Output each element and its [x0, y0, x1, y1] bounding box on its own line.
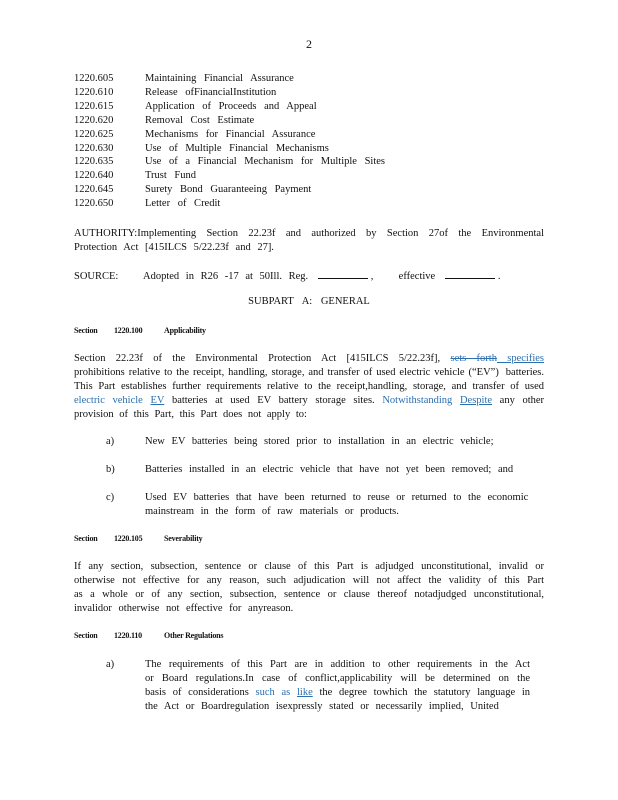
text-run: The requirements of this Part are in addition to other requirements in the Act or Board regulations.In case of conflict,applicability will be determined on the basis of considerations: [145, 659, 530, 698]
toc-section-title: Mechanisms for Financial Assurance: [145, 128, 316, 140]
inserted-text: electric vehicle: [74, 395, 143, 406]
toc-row: [74, 197, 385, 211]
authority-note: AUTHORITY:Implementing Section 22.23f and authorized by Section 27of the Environmental Protection Act [415ILCS 5/22.23f and 27].: [74, 228, 544, 253]
page-number: 2: [306, 37, 312, 51]
text-run: Section 22.23f of the Environmental Protection Act [415ILCS 5/22.23f],: [74, 353, 441, 364]
item-text: Used EV batteries that have been returned to reuse or returned to the economic mainstream in the form of raw materials or products.: [145, 492, 529, 517]
deleted-text: sets forth: [450, 353, 497, 364]
item-text: [145, 658, 530, 714]
item-letter: b): [106, 464, 115, 475]
section-title: Severability: [164, 534, 203, 543]
text-run: batteries. This Part establishes further requirements relative to the receipt,handling, storage, and transfer of used: [74, 367, 544, 392]
toc-section-number: 1220.605: [74, 73, 114, 84]
inserted-text: like: [296, 687, 313, 698]
toc-section-number: 1220.630: [74, 142, 114, 154]
toc-row: [74, 183, 385, 197]
section-label: Section: [74, 326, 98, 335]
other-regulations-item-a: [106, 658, 530, 714]
toc-section-title: Application of Proceeds and Appeal: [145, 100, 317, 112]
source-text: Adopted in R26 -17 at 50Ill. Reg.: [143, 271, 309, 282]
inserted-text: Notwithstanding: [382, 395, 453, 406]
toc-row: [74, 72, 385, 86]
applicability-item-b: [106, 463, 546, 477]
applicability-item-a: [106, 435, 546, 449]
toc-section-number: 1220.640: [74, 170, 114, 182]
toc-row: [74, 100, 385, 114]
toc-section-title: Maintaining Financial Assurance: [145, 73, 294, 84]
text-run: the degree towhich the statutory language in the Act or Boardregulation isexpressly stated or necessarily implied, United: [145, 687, 531, 712]
item-text: Batteries installed in an electric vehicle that have not yet been removed; and: [145, 464, 514, 475]
source-blank-2: [445, 268, 495, 279]
item-letter: c): [106, 492, 115, 503]
source-label: SOURCE:: [74, 271, 119, 282]
toc-section-number: 1220.620: [74, 114, 114, 126]
toc-row: [74, 155, 385, 169]
section-title: Other Regulations: [164, 631, 224, 640]
toc-section-number: 1220.645: [74, 184, 114, 196]
section-heading-applicability: [74, 326, 206, 335]
inserted-text: EV: [150, 395, 165, 406]
toc-section-number: 1220.650: [74, 198, 114, 210]
toc-section-title: Letter of Credit: [145, 198, 221, 210]
toc-section-title: Removal Cost Estimate: [145, 114, 255, 126]
toc-section-title: Use of Multiple Financial Mechanisms: [145, 142, 329, 154]
toc-section-title: Surety Bond Guaranteeing Payment: [145, 184, 312, 196]
section-heading-other-regulations: [74, 631, 223, 640]
item-letter: a): [106, 659, 115, 670]
source-note: [74, 268, 544, 284]
toc-row: [74, 114, 385, 128]
source-end: .: [497, 271, 501, 282]
section-number: 1220.105: [114, 534, 143, 543]
section-number: 1220.110: [114, 631, 142, 640]
inserted-text: specifies: [496, 353, 544, 364]
toc-section-number: 1220.615: [74, 100, 114, 112]
inserted-text: such as: [255, 687, 291, 698]
inserted-text: Despite: [459, 395, 493, 406]
toc-section-title: Use of a Financial Mechanism for Multiple Sites: [145, 156, 386, 168]
section-label: Section: [74, 631, 98, 640]
text-run: batteries at used EV battery storage sites.: [171, 395, 375, 406]
source-effective: effective: [398, 271, 436, 282]
section-number: 1220.100: [114, 326, 143, 335]
applicability-item-c: [106, 491, 546, 519]
item-letter: a): [106, 436, 115, 447]
toc-section-number: 1220.610: [74, 86, 114, 98]
subpart-heading: SUBPART A: GENERAL: [248, 296, 370, 307]
section-label: Section: [74, 534, 98, 543]
toc-section-title: Trust Fund: [145, 170, 197, 182]
toc-row: [74, 128, 385, 142]
toc-row: [74, 169, 385, 183]
source-blank-1: [318, 268, 368, 279]
applicability-paragraph: [74, 352, 544, 422]
text-run: any other provision of this Part, this Part does not apply to:: [74, 395, 545, 420]
toc-section-number: 1220.635: [74, 156, 114, 168]
severability-paragraph: If any section, subsection, sentence or clause of this Part is adjudged unconstitutional, invalid or otherwise not effective for any reason, such adjudication will not affect the validity of this Part as a whole or of any section, subsection, sentence or clause thereof notadjudged unconstitutional, invalidor otherwise not effective for anyreason.: [74, 561, 544, 614]
toc-section-title: Release ofFinancialInstitution: [145, 86, 277, 98]
toc-row: [74, 142, 385, 156]
item-text: New EV batteries being stored prior to installation in an electric vehicle;: [145, 436, 494, 447]
section-heading-severability: [74, 534, 202, 543]
source-sep: ,: [370, 271, 374, 282]
section-title: Applicability: [164, 326, 206, 335]
toc-section-number: 1220.625: [74, 128, 114, 140]
table-of-contents: [74, 72, 385, 211]
text-run: prohibitions relative to the receipt, handling, storage, and transfer of used electric vehicle (“EV”): [74, 367, 499, 378]
toc-row: [74, 86, 385, 100]
